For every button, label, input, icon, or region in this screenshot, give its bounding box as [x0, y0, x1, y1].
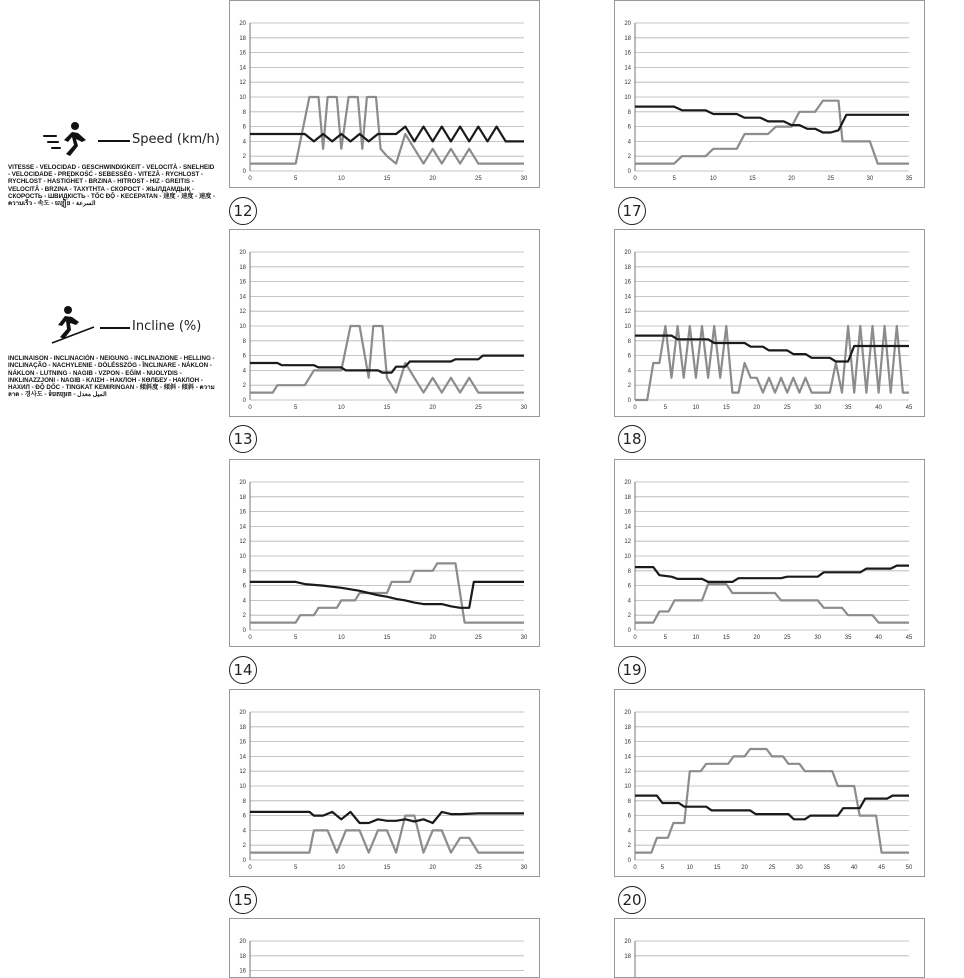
incline-series-line	[250, 97, 524, 164]
ytick-label-12: 12	[239, 539, 246, 546]
chart-svg-21	[615, 919, 924, 978]
ytick-label-12: 12	[239, 309, 246, 316]
xtick-label-15: 15	[722, 635, 730, 641]
xtick-label-15: 15	[749, 176, 756, 182]
ytick-label-18: 18	[239, 494, 246, 501]
chart-svg-14	[230, 460, 539, 647]
xtick-label-20: 20	[429, 405, 437, 411]
chart-svg-20	[615, 690, 924, 877]
chart-14	[229, 459, 540, 647]
xtick-label-20: 20	[429, 865, 437, 871]
ytick-label-4: 4	[242, 598, 246, 605]
ytick-label-18: 18	[239, 953, 246, 960]
ytick-label-10: 10	[624, 784, 631, 790]
xtick-label-5: 5	[663, 635, 668, 641]
legend-speed-row	[8, 118, 218, 162]
chart-21	[614, 918, 925, 978]
chart-svg-12	[230, 1, 539, 188]
ytick-label-20: 20	[624, 21, 631, 27]
ytick-label-0: 0	[627, 398, 631, 404]
ytick-label-18: 18	[624, 953, 631, 960]
xtick-label-30: 30	[796, 865, 803, 871]
xtick-label-25: 25	[768, 865, 776, 871]
ytick-label-14: 14	[624, 754, 631, 761]
xtick-label-30: 30	[520, 635, 528, 641]
ytick-label-16: 16	[624, 50, 631, 57]
legend-incline-row	[8, 305, 218, 349]
ytick-label-14: 14	[624, 294, 631, 301]
xtick-label-30: 30	[520, 405, 528, 411]
ytick-label-0: 0	[627, 858, 631, 864]
ytick-label-2: 2	[242, 383, 246, 390]
xtick-label-30: 30	[520, 176, 528, 182]
program-badge-17: 17	[618, 197, 646, 225]
xtick-label-30: 30	[866, 176, 874, 182]
chart-16	[229, 918, 540, 978]
ytick-label-16: 16	[239, 50, 246, 57]
xtick-label-20: 20	[429, 635, 437, 641]
ytick-label-8: 8	[627, 338, 631, 345]
ytick-label-18: 18	[239, 35, 246, 42]
ytick-label-8: 8	[627, 798, 631, 805]
ytick-label-20: 20	[624, 939, 631, 945]
chart-20	[614, 689, 925, 877]
xtick-label-10: 10	[337, 405, 345, 411]
xtick-label-5: 5	[293, 405, 298, 411]
ytick-label-8: 8	[242, 568, 246, 575]
ytick-label-16: 16	[239, 968, 246, 975]
ytick-label-2: 2	[242, 613, 246, 620]
ytick-label-8: 8	[627, 568, 631, 575]
ytick-label-4: 4	[242, 828, 246, 835]
xtick-label-5: 5	[293, 176, 298, 182]
ytick-label-6: 6	[627, 353, 631, 360]
ytick-label-0: 0	[242, 858, 246, 864]
ytick-label-6: 6	[242, 583, 246, 590]
xtick-label-20: 20	[753, 405, 761, 411]
xtick-label-35: 35	[844, 635, 852, 641]
chart-17	[614, 0, 925, 188]
ytick-label-0: 0	[627, 628, 631, 634]
xtick-label-35: 35	[844, 405, 852, 411]
ytick-label-10: 10	[239, 95, 246, 101]
ytick-label-18: 18	[624, 35, 631, 42]
incline-series-line	[250, 563, 524, 622]
ytick-label-14: 14	[239, 524, 246, 531]
chart-13	[229, 229, 540, 417]
ytick-label-18: 18	[239, 724, 246, 731]
chart-svg-18	[615, 230, 924, 417]
ytick-label-12: 12	[624, 769, 631, 776]
ytick-label-20: 20	[239, 250, 246, 256]
ytick-label-2: 2	[242, 843, 246, 850]
xtick-label-30: 30	[814, 635, 822, 641]
incline-series-line	[635, 101, 909, 164]
ytick-label-10: 10	[624, 554, 631, 560]
chart-18	[614, 229, 925, 417]
xtick-label-25: 25	[474, 176, 482, 182]
xtick-label-5: 5	[293, 865, 298, 871]
ytick-label-20: 20	[239, 21, 246, 27]
xtick-label-40: 40	[850, 865, 858, 871]
xtick-label-40: 40	[875, 405, 882, 411]
ytick-label-8: 8	[242, 338, 246, 345]
ytick-label-4: 4	[627, 828, 631, 835]
xtick-label-25: 25	[783, 405, 791, 411]
ytick-label-2: 2	[627, 613, 631, 620]
xtick-label-0: 0	[248, 865, 252, 871]
xtick-label-0: 0	[633, 176, 637, 182]
incline-series-line	[635, 584, 909, 623]
ytick-label-12: 12	[239, 769, 246, 776]
ytick-label-12: 12	[624, 80, 631, 87]
xtick-label-25: 25	[827, 176, 835, 182]
xtick-label-15: 15	[713, 865, 721, 871]
xtick-label-45: 45	[905, 635, 913, 641]
ytick-label-4: 4	[627, 368, 631, 375]
xtick-label-0: 0	[633, 865, 637, 871]
xtick-label-0: 0	[248, 405, 252, 411]
ytick-label-2: 2	[242, 154, 246, 161]
ytick-label-14: 14	[624, 65, 631, 72]
xtick-label-20: 20	[753, 635, 761, 641]
xtick-label-0: 0	[633, 635, 637, 641]
xtick-label-45: 45	[905, 405, 913, 411]
ytick-label-12: 12	[239, 80, 246, 87]
ytick-label-0: 0	[242, 398, 246, 404]
xtick-label-35: 35	[905, 176, 913, 182]
ytick-label-0: 0	[242, 628, 246, 634]
ytick-label-2: 2	[627, 154, 631, 161]
legend-incline-translations: INCLINAISON - INCLINACIÓN - NEIGUNG - INCLINAZIONE - HELLING - INCLINAÇÃO - NACHYLENIE - DÖLÉSSZÖG - ÎNCLINARE - NÁKLON - NÁKLON - LUTNING - NAGIB - VZPON - EĞİM - NUOLYDIS - INKLINAZZJONI - NAGIB - ΚΛΙΣΗ - НАКЛОН - КӨЛБЕУ - НАКЛОН - НАХИЛ - ĐỘ DỐC - TINGKAT KEMIRINGAN - 傾斜度 - 傾斜 - 傾斜 - ความลาด - 경사도 - ទំរេតម្រេត - الميل معدل	[8, 355, 215, 399]
xtick-label-20: 20	[741, 865, 748, 871]
xtick-label-15: 15	[722, 405, 730, 411]
ytick-label-20: 20	[239, 939, 246, 945]
speed-series-line	[635, 336, 909, 362]
ytick-label-6: 6	[242, 353, 246, 360]
chart-svg-16	[230, 919, 539, 978]
ytick-label-16: 16	[624, 509, 631, 516]
xtick-label-10: 10	[692, 635, 700, 641]
xtick-label-5: 5	[663, 405, 668, 411]
legend-panel	[8, 118, 218, 398]
xtick-label-5: 5	[672, 176, 676, 182]
running-person-icon	[42, 120, 92, 160]
ytick-label-8: 8	[242, 109, 246, 116]
ytick-label-18: 18	[624, 724, 631, 731]
ytick-label-14: 14	[239, 294, 246, 301]
chart-svg-17	[615, 1, 924, 188]
ytick-label-10: 10	[239, 554, 246, 560]
legend-speed-label: Speed (km/h)	[132, 132, 220, 147]
incline-series-line	[250, 326, 524, 393]
ytick-label-6: 6	[627, 813, 631, 820]
chart-15	[229, 689, 540, 877]
chart-svg-19	[615, 460, 924, 647]
ytick-label-14: 14	[239, 65, 246, 72]
incline-series-line	[635, 326, 909, 400]
chart-12	[229, 0, 540, 188]
ytick-label-18: 18	[624, 494, 631, 501]
xtick-label-20: 20	[429, 176, 437, 182]
speed-series-line	[635, 566, 909, 582]
ytick-label-20: 20	[239, 480, 246, 486]
xtick-label-10: 10	[692, 405, 700, 411]
xtick-label-0: 0	[248, 176, 252, 182]
ytick-label-10: 10	[239, 324, 246, 330]
xtick-label-30: 30	[520, 865, 528, 871]
xtick-label-45: 45	[878, 865, 885, 871]
ytick-label-0: 0	[627, 169, 631, 175]
ytick-label-8: 8	[242, 798, 246, 805]
ytick-label-6: 6	[627, 124, 631, 131]
program-badge-20: 20	[618, 886, 646, 914]
xtick-label-25: 25	[474, 865, 482, 871]
speed-series-line	[250, 812, 524, 823]
xtick-label-0: 0	[633, 405, 637, 411]
program-badge-12: 12	[229, 197, 257, 225]
incline-runner-icon	[46, 305, 96, 345]
ytick-label-4: 4	[627, 139, 631, 146]
ytick-label-2: 2	[627, 843, 631, 850]
program-badge-15: 15	[229, 886, 257, 914]
xtick-label-25: 25	[474, 635, 482, 641]
ytick-label-6: 6	[242, 124, 246, 131]
xtick-label-15: 15	[383, 865, 391, 871]
ytick-label-18: 18	[624, 264, 631, 271]
ytick-label-20: 20	[624, 250, 631, 256]
ytick-label-8: 8	[627, 109, 631, 116]
ytick-label-16: 16	[624, 279, 631, 286]
xtick-label-10: 10	[337, 635, 345, 641]
ytick-label-4: 4	[242, 368, 246, 375]
ytick-label-10: 10	[239, 784, 246, 790]
legend-speed-translations: VITESSE - VELOCIDAD - GESCHWINDIGKEIT - VELOCITÀ - SNELHEID - VELOCIDADE - PRĘDKOŚĆ - SEBESSÉG - VITEZĂ - RYCHLOST - RYCHLOST - HASTIGHET - BRZINA - HITROST - HIZ - GREITIS - VELOCITĀ - BRZINA - ТАХҮТНТА - СКОРОСТ - ЖЫЛДАМДЫҚ - СКОРОСТЬ - ШВИДКІСТЬ - TỐC ĐỘ - KECEPATAN - 速度 - 速度 - 速度 - ความเร็ว - 속도 - ល្បឿន - السرعة	[8, 164, 216, 208]
xtick-label-25: 25	[474, 405, 482, 411]
ytick-label-16: 16	[239, 509, 246, 516]
chart-svg-13	[230, 230, 539, 417]
chart-19	[614, 459, 925, 647]
xtick-label-35: 35	[823, 865, 831, 871]
xtick-label-30: 30	[814, 405, 822, 411]
xtick-label-10: 10	[709, 176, 717, 182]
ytick-label-20: 20	[624, 710, 631, 716]
ytick-label-4: 4	[242, 139, 246, 146]
ytick-label-16: 16	[239, 739, 246, 746]
xtick-label-25: 25	[783, 635, 791, 641]
xtick-label-0: 0	[248, 635, 252, 641]
xtick-label-15: 15	[383, 176, 391, 182]
ytick-label-16: 16	[239, 279, 246, 286]
xtick-label-5: 5	[660, 865, 665, 871]
ytick-label-4: 4	[627, 598, 631, 605]
xtick-label-20: 20	[788, 176, 795, 182]
ytick-label-20: 20	[239, 710, 246, 716]
xtick-label-50: 50	[905, 865, 913, 871]
ytick-label-10: 10	[624, 95, 631, 101]
ytick-label-14: 14	[624, 524, 631, 531]
program-badge-18: 18	[618, 425, 646, 453]
ytick-label-2: 2	[627, 383, 631, 390]
ytick-label-12: 12	[624, 309, 631, 316]
xtick-label-10: 10	[686, 865, 694, 871]
ytick-label-12: 12	[624, 539, 631, 546]
xtick-label-15: 15	[383, 405, 391, 411]
legend-incline-label: Incline (%)	[132, 319, 202, 335]
program-badge-13: 13	[229, 425, 257, 453]
ytick-label-6: 6	[627, 583, 631, 590]
speed-series-line	[250, 127, 524, 142]
program-badge-19: 19	[618, 656, 646, 684]
ytick-label-14: 14	[239, 754, 246, 761]
ytick-label-6: 6	[242, 813, 246, 820]
ytick-label-10: 10	[624, 324, 631, 330]
program-badge-14: 14	[229, 656, 257, 684]
ytick-label-0: 0	[242, 169, 246, 175]
speed-series-line	[635, 107, 909, 133]
xtick-label-10: 10	[337, 176, 345, 182]
ytick-label-16: 16	[624, 739, 631, 746]
ytick-label-18: 18	[239, 264, 246, 271]
xtick-label-15: 15	[383, 635, 391, 641]
xtick-label-40: 40	[875, 635, 882, 641]
chart-svg-15	[230, 690, 539, 877]
ytick-label-20: 20	[624, 480, 631, 486]
xtick-label-10: 10	[337, 865, 345, 871]
xtick-label-5: 5	[293, 635, 298, 641]
